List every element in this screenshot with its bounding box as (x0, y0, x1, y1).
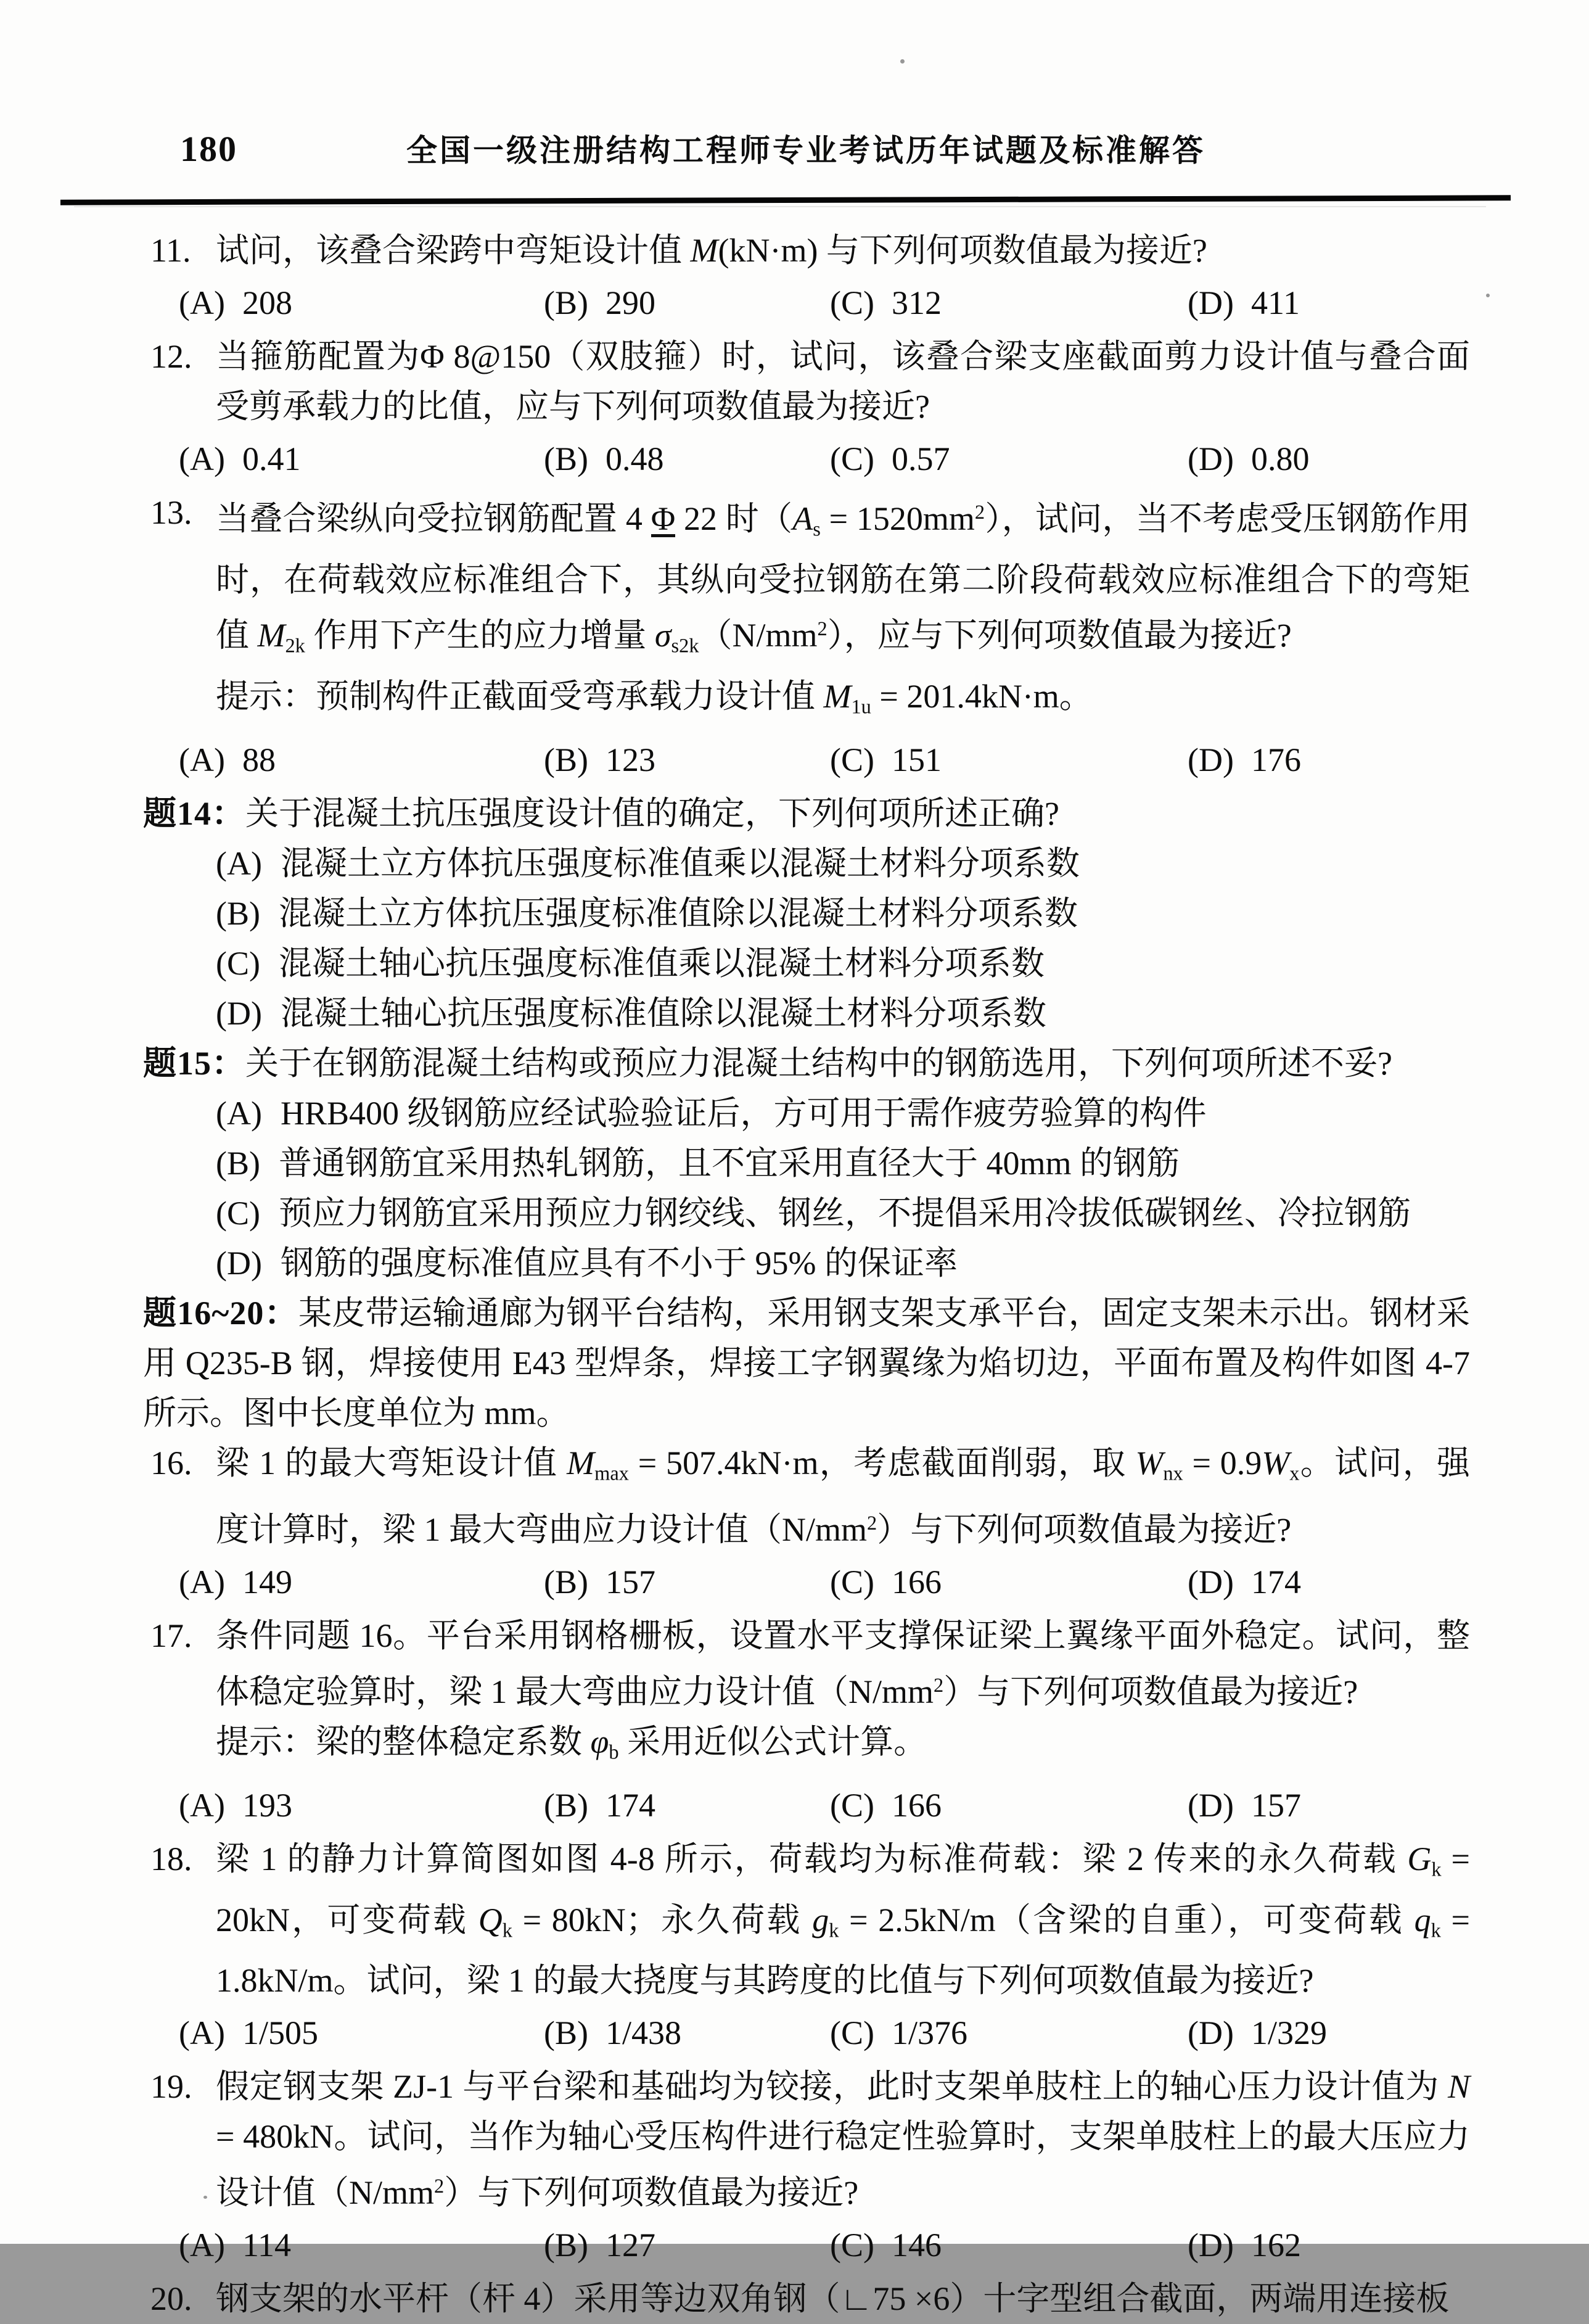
math-variable: W (1262, 1444, 1290, 1481)
text-run: ）与下列何项数值最为接近? (444, 2174, 859, 2212)
question-17 (143, 1611, 1470, 1831)
option-b (544, 2220, 655, 2270)
option-b (544, 2008, 681, 2058)
math-variable: g (812, 1901, 829, 1939)
question-number: 11. (150, 232, 191, 269)
option-label: (C) (830, 2227, 874, 2264)
options-row (143, 735, 1470, 785)
option-c (830, 735, 942, 785)
option-c (830, 1781, 942, 1831)
option-b (544, 434, 663, 484)
text-run: 作用下产生的应力增量 (305, 617, 655, 654)
question-stem (216, 338, 1470, 425)
math-subscript: k (1431, 1858, 1442, 1881)
option-label: (A) (179, 440, 225, 477)
option-label: (D) (1188, 1786, 1234, 1824)
option-text: 普通钢筋宜采用热轧钢筋，且不宜采用直径大于 40mm 的钢筋 (278, 1144, 1180, 1182)
question-number: 16. (150, 1444, 192, 1481)
option-d (1188, 278, 1300, 328)
math-variable: M (257, 617, 285, 654)
math-superscript: 2 (867, 1512, 877, 1535)
rebar-symbol: Φ (651, 500, 676, 537)
option-value: 151 (891, 741, 942, 778)
math-variable: M (690, 232, 718, 269)
option-label: (C) (216, 1194, 260, 1232)
option-label: (C) (830, 1564, 874, 1601)
math-subscript: x (1289, 1462, 1300, 1485)
text-run: = 0.9 (1183, 1444, 1262, 1481)
math-variable: N (1447, 2068, 1470, 2106)
question-stem (216, 2068, 1470, 2211)
header-rule (60, 195, 1511, 205)
option-label: (A) (179, 1564, 225, 1601)
option-label: (B) (216, 1144, 260, 1182)
text-run: 梁 1 的最大弯矩设计值 (216, 1444, 567, 1481)
question-number: 13. (150, 494, 192, 531)
text-run: 当箍筋配置为Φ 8@150（双肢箍）时，试问，该叠合梁支座截面剪力设计值与叠合面受剪承载力的比值，应与下列何项数值最为接近? (216, 338, 1470, 425)
option-label: (B) (544, 741, 588, 778)
math-variable: G (1407, 1840, 1432, 1877)
option-value: 312 (891, 284, 942, 321)
question-number: 19. (150, 2068, 192, 2106)
option-label: (C) (830, 1786, 874, 1824)
option-label: (D) (1188, 2227, 1234, 2264)
question-number: 17. (150, 1617, 192, 1655)
option-a (143, 1089, 1470, 1139)
page-number: 180 (180, 129, 237, 169)
option-text: 混凝土轴心抗压强度标准值除以混凝土材料分项系数 (280, 994, 1046, 1032)
option-d (1188, 2008, 1327, 2058)
text-run: = 20kN，可变荷载 (216, 1840, 1470, 1939)
option-label: (B) (544, 1786, 588, 1824)
option-b (544, 1557, 655, 1607)
option-d (1188, 434, 1309, 484)
scan-speck (203, 2196, 207, 2199)
math-superscript: 2 (974, 501, 985, 524)
option-value: 166 (891, 1786, 942, 1824)
option-value: 0.80 (1250, 440, 1310, 477)
option-b (143, 1139, 1470, 1189)
math-subscript: k (502, 1919, 512, 1942)
option-label: (D) (216, 994, 262, 1032)
header-rule-echo (74, 206, 1486, 207)
option-label: (A) (216, 1094, 262, 1132)
option-c (830, 2008, 967, 2058)
option-b (544, 1781, 655, 1831)
option-value: 1/505 (242, 2014, 318, 2052)
question-19 (143, 2062, 1470, 2270)
text-run: = 80kN；永久荷载 (512, 1901, 813, 1939)
option-label: (B) (544, 1564, 588, 1601)
option-a (179, 1781, 292, 1831)
option-label: (C) (216, 944, 260, 982)
option-text: 混凝土立方体抗压强度标准值乘以混凝土材料分项系数 (280, 844, 1080, 882)
question-20 (143, 2274, 1470, 2324)
text-run: 梁 1 的静力计算简图如图 4-8 所示，荷载均为标准荷载：梁 2 传来的永久荷载 (216, 1840, 1408, 1877)
question-stem (216, 2280, 1449, 2317)
options-row (143, 278, 1470, 328)
math-subscript: k (829, 1919, 839, 1942)
math-subscript: 2k (285, 635, 305, 658)
option-label: (A) (216, 844, 262, 882)
options-row (143, 1781, 1470, 1831)
question-stem (216, 1617, 1470, 1710)
option-a (143, 839, 1470, 889)
text-run: 某皮带运输通廊为钢平台结构，采用钢支架支承平台，固定支架未示出。钢材采用 Q235-B 钢，焊接使用 E43 型焊条，焊接工字钢翼缘为焰切边，平面布置及构件如图 4-7 所示。图中长度单位为 mm。 (143, 1294, 1470, 1432)
option-value: 162 (1250, 2227, 1301, 2264)
text-run: 提示：预制构件正截面受弯承载力设计值 (216, 678, 824, 715)
option-value: 1/438 (605, 2014, 681, 2052)
option-label: (C) (830, 741, 874, 778)
option-value: 149 (242, 1564, 292, 1601)
math-variable: A (792, 500, 813, 537)
option-value: 208 (242, 284, 292, 321)
option-value: 1/376 (891, 2014, 967, 2052)
option-a (179, 735, 276, 785)
text-run: (kN·m) 与下列何项数值最为接近? (718, 232, 1207, 269)
option-a (179, 2008, 318, 2058)
math-subscript: 1u (851, 696, 871, 719)
option-label: (A) (179, 1786, 225, 1824)
option-value: 0.48 (605, 440, 664, 477)
option-d (1188, 1781, 1301, 1831)
option-value: 127 (605, 2227, 655, 2264)
page-header (143, 126, 1469, 178)
option-label: (B) (544, 284, 588, 321)
option-label: (A) (179, 2227, 225, 2264)
question-hint (216, 1717, 1470, 1778)
option-label: (B) (216, 894, 260, 932)
option-text: 钢筋的强度标准值应具有不小于 95% 的保证率 (280, 1244, 958, 1282)
text-run: ）与下列何项数值最为接近? (943, 1673, 1358, 1711)
question-12 (143, 332, 1470, 484)
option-value: 157 (1250, 1786, 1301, 1824)
math-subscript: b (609, 1741, 619, 1764)
text-run: 假定钢支架 ZJ-1 与平台梁和基础均为铰接，此时支架单肢柱上的轴心压力设计值为 (216, 2068, 1448, 2106)
option-label: (D) (1188, 741, 1234, 778)
text-run: = 1520mm (820, 500, 975, 537)
option-text: HRB400 级钢筋应经试验验证后，方可用于需作疲劳验算的构件 (280, 1094, 1207, 1132)
text-run: 钢支架的水平杆（杆 4）采用等边双角钢（∟75 ×6）十字型组合截面，两端用连接板 (216, 2280, 1450, 2318)
option-label: (D) (1188, 2014, 1234, 2052)
question-16 (143, 1438, 1470, 1608)
option-label: (D) (216, 1244, 262, 1282)
math-subscript: s2k (671, 635, 699, 658)
option-value: 157 (605, 1564, 655, 1601)
options-row (143, 434, 1470, 484)
option-c (830, 2220, 942, 2270)
option-d (1188, 735, 1301, 785)
math-subscript: max (594, 1462, 629, 1485)
question-15 (143, 1039, 1470, 1288)
option-c (830, 1557, 942, 1607)
text-run: = 507.4kN·m，考虑截面削弱，取 (628, 1444, 1136, 1481)
option-text: 预应力钢筋宜采用预应力钢绞线、钢丝，不提倡采用冷拔低碳钢丝、冷拉钢筋 (278, 1194, 1411, 1232)
math-subscript: s (813, 518, 821, 541)
question-18 (143, 1834, 1470, 2058)
option-value: 176 (1250, 741, 1301, 778)
option-value: 166 (891, 1564, 942, 1601)
options-row (143, 1557, 1470, 1607)
option-c (830, 434, 950, 484)
options-row (143, 2008, 1470, 2058)
option-label: (B) (544, 2227, 588, 2264)
questions-list (143, 226, 1470, 2324)
option-value: 174 (1250, 1564, 1301, 1601)
text-run: 采用近似公式计算。 (618, 1723, 927, 1761)
question-label: 题16~20： (143, 1294, 298, 1332)
text-run: 。试问，强度计算时，梁 1 最大弯曲应力设计值（N/mm (216, 1444, 1471, 1549)
option-value: 146 (891, 2227, 942, 2264)
option-label: (B) (544, 440, 588, 477)
option-value: 290 (605, 284, 655, 321)
text-run: 当叠合梁纵向受拉钢筋配置 4 (216, 500, 651, 537)
text-run: = 201.4kN·m。 (871, 678, 1093, 715)
math-subscript: k (1431, 1919, 1441, 1942)
math-variable: M (823, 678, 852, 715)
math-variable: q (1414, 1901, 1431, 1939)
question-hint (216, 672, 1470, 733)
option-c (143, 1189, 1470, 1238)
option-value: 0.41 (242, 440, 301, 477)
text-run: 条件同题 16。平台采用钢格栅板，设置水平支撑保证梁上翼缘平面外稳定。试问，整体稳定验算时，梁 1 最大弯曲应力设计值（N/mm (216, 1617, 1470, 1711)
math-superscript: 2 (817, 618, 827, 641)
text-run: = 2.5kN/m（含梁的自重），可变荷载 (839, 1901, 1414, 1939)
option-value: 88 (242, 741, 276, 778)
option-value: 193 (242, 1786, 292, 1824)
math-variable: M (567, 1444, 595, 1481)
option-value: 1/329 (1250, 2014, 1327, 2052)
math-variable: Q (478, 1901, 503, 1939)
option-value: 123 (605, 741, 655, 778)
question-stem (216, 500, 1471, 658)
scan-speck (900, 59, 905, 64)
question-stem (245, 1045, 1392, 1082)
math-subscript: nx (1163, 1462, 1183, 1485)
question-16-20 (143, 1288, 1470, 1438)
option-d (1188, 2220, 1301, 2270)
text-run: 试问，该叠合梁跨中弯矩设计值 (216, 232, 691, 269)
option-d (143, 989, 1470, 1039)
question-stem (216, 232, 1207, 269)
options-row (143, 2220, 1470, 2270)
question-stem (143, 1295, 1470, 1432)
text-run: （N/mm (699, 617, 818, 654)
option-label: (A) (179, 284, 225, 321)
question-label: 题15： (143, 1044, 245, 1082)
question-label: 题14： (143, 794, 245, 832)
text-run: 提示：梁的整体稳定系数 (216, 1723, 591, 1761)
option-label: (C) (830, 2014, 874, 2052)
option-a (179, 434, 300, 484)
option-b (143, 889, 1470, 939)
option-a (179, 2220, 291, 2270)
text-run: 关于混凝土抗压强度设计值的确定，下列何项所述正确? (245, 794, 1059, 832)
option-label: (B) (544, 2014, 588, 2052)
math-superscript: 2 (934, 1675, 944, 1697)
option-label: (A) (179, 741, 225, 778)
question-stem (216, 1840, 1470, 1999)
option-label: (C) (830, 440, 874, 477)
option-label: (D) (1188, 1564, 1234, 1601)
question-11 (143, 226, 1470, 328)
question-number: 18. (150, 1840, 192, 1877)
text-run: ）与下列何项数值最为接近? (877, 1511, 1292, 1549)
option-text: 混凝土立方体抗压强度标准值除以混凝土材料分项系数 (278, 894, 1078, 932)
math-variable: W (1135, 1444, 1164, 1481)
option-c (830, 278, 942, 328)
option-value: 114 (242, 2227, 291, 2264)
math-variable: φ (590, 1723, 609, 1761)
option-value: 411 (1250, 284, 1300, 321)
text-run: = 480kN。试问，当作为轴心受压构件进行稳定性验算时，支架单肢柱上的最大压应力设计值（N/mm (216, 2118, 1470, 2212)
math-variable: σ (654, 617, 671, 654)
option-label: (D) (1188, 284, 1234, 321)
option-d (1188, 1557, 1301, 1607)
option-d (143, 1238, 1470, 1288)
option-label: (D) (1188, 440, 1234, 477)
question-14 (143, 789, 1470, 1039)
question-13 (143, 488, 1470, 785)
text-run: ），试问，当不考虑受压钢筋作用时，在荷载效应标准组合下，其纵向受拉钢筋在第二阶段荷载效应标准组合下的弯矩值 (216, 500, 1471, 654)
option-c (143, 939, 1470, 989)
question-number: 20. (150, 2280, 192, 2318)
text-run: 22 时（ (675, 500, 793, 537)
question-stem (245, 795, 1059, 832)
option-value: 0.57 (891, 440, 950, 477)
option-b (544, 278, 655, 328)
option-label: (C) (830, 284, 874, 321)
book-title: 全国一级注册结构工程师专业考试历年试题及标准解答 (406, 133, 1205, 168)
math-superscript: 2 (434, 2175, 445, 2198)
option-value: 174 (605, 1786, 655, 1824)
option-b (544, 735, 655, 785)
text-run: = 1.8kN/m。试问，梁 1 的最大挠度与其跨度的比值与下列何项数值最为接近? (216, 1901, 1470, 2000)
question-stem (216, 1444, 1470, 1549)
scan-speck (1486, 294, 1490, 297)
text-run: 关于在钢筋混凝土结构或预应力混凝土结构中的钢筋选用，下列何项所述不妥? (245, 1044, 1392, 1082)
text-run: ），应与下列何项数值最为接近? (827, 617, 1292, 654)
question-number: 12. (150, 338, 192, 375)
option-text: 混凝土轴心抗压强度标准值乘以混凝土材料分项系数 (278, 944, 1045, 982)
option-label: (A) (179, 2014, 225, 2052)
option-a (179, 278, 292, 328)
option-a (179, 1557, 292, 1607)
